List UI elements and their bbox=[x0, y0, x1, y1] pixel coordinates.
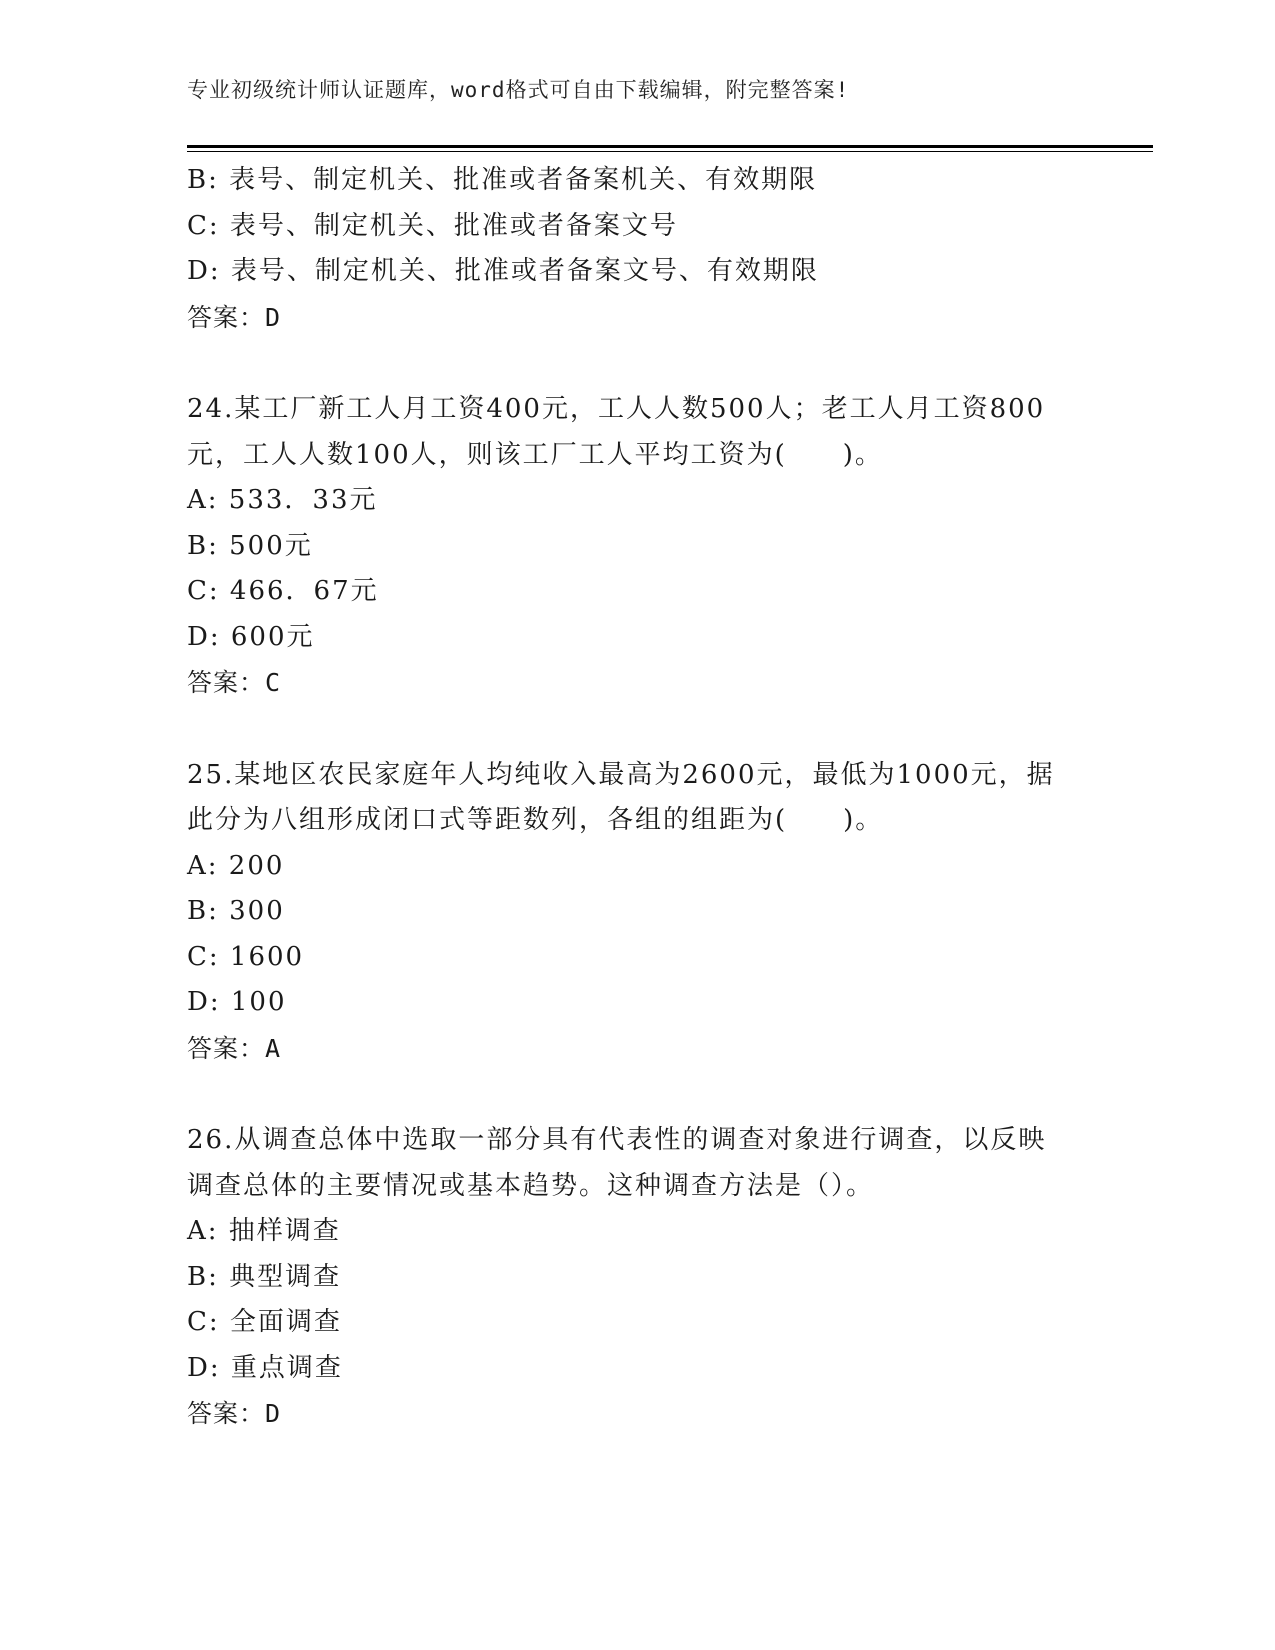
question-23-continued bbox=[187, 158, 1087, 340]
question-stem: 元，工人人数100人，则该工厂工人平均工资为( )。 bbox=[187, 439, 883, 470]
question-list bbox=[187, 158, 1087, 1437]
option-d: D: 100 bbox=[187, 987, 287, 1017]
page-header: 专业初级统计师认证题库，word格式可自由下载编辑，附完整答案! bbox=[187, 78, 850, 102]
question-stem: 调查总体的主要情况或基本趋势。这种调查方法是（）。 bbox=[187, 1170, 875, 1201]
option-a: A: 200 bbox=[187, 850, 285, 881]
option-b: B: 500元 bbox=[187, 530, 313, 561]
option-d: D: 表号、制定机关、批准或者备案文号、有效期限 bbox=[187, 256, 819, 286]
answer: 答案：C bbox=[187, 668, 282, 697]
question-stem: 25.某地区农民家庭年人均纯收入最高为2600元，最低为1000元，据 bbox=[187, 759, 1055, 790]
answer: 答案：A bbox=[187, 1033, 282, 1063]
option-c: C: 全面调查 bbox=[187, 1307, 342, 1337]
question-24 bbox=[187, 387, 1087, 706]
option-b: B: 典型调查 bbox=[187, 1261, 342, 1292]
option-c: C: 1600 bbox=[187, 941, 305, 972]
answer: 答案：D bbox=[187, 302, 282, 332]
option-a: A: 533．33元 bbox=[187, 485, 378, 515]
question-25 bbox=[187, 753, 1087, 1072]
header-rule-thin bbox=[187, 151, 1153, 152]
option-d: D: 重点调查 bbox=[187, 1352, 343, 1383]
question-stem: 24.某工厂新工人月工资400元，工人人数500人；老工人月工资800 bbox=[187, 394, 1046, 424]
header-rule-thick bbox=[187, 145, 1153, 148]
question-26 bbox=[187, 1118, 1087, 1437]
question-stem: 此分为八组形成闭口式等距数列，各组的组距为( )。 bbox=[187, 805, 884, 835]
answer: 答案：D bbox=[187, 1399, 282, 1428]
option-c: C: 表号、制定机关、批准或者备案文号 bbox=[187, 210, 678, 241]
option-d: D: 600元 bbox=[187, 621, 315, 652]
option-b: B: 300 bbox=[187, 896, 285, 926]
question-stem: 26.从调查总体中选取一部分具有代表性的调查对象进行调查，以反映 bbox=[187, 1125, 1047, 1155]
option-a: A: 抽样调查 bbox=[187, 1216, 341, 1246]
option-c: C: 466．67元 bbox=[187, 576, 379, 606]
option-b: B: 表号、制定机关、批准或者备案机关、有效期限 bbox=[187, 165, 818, 195]
